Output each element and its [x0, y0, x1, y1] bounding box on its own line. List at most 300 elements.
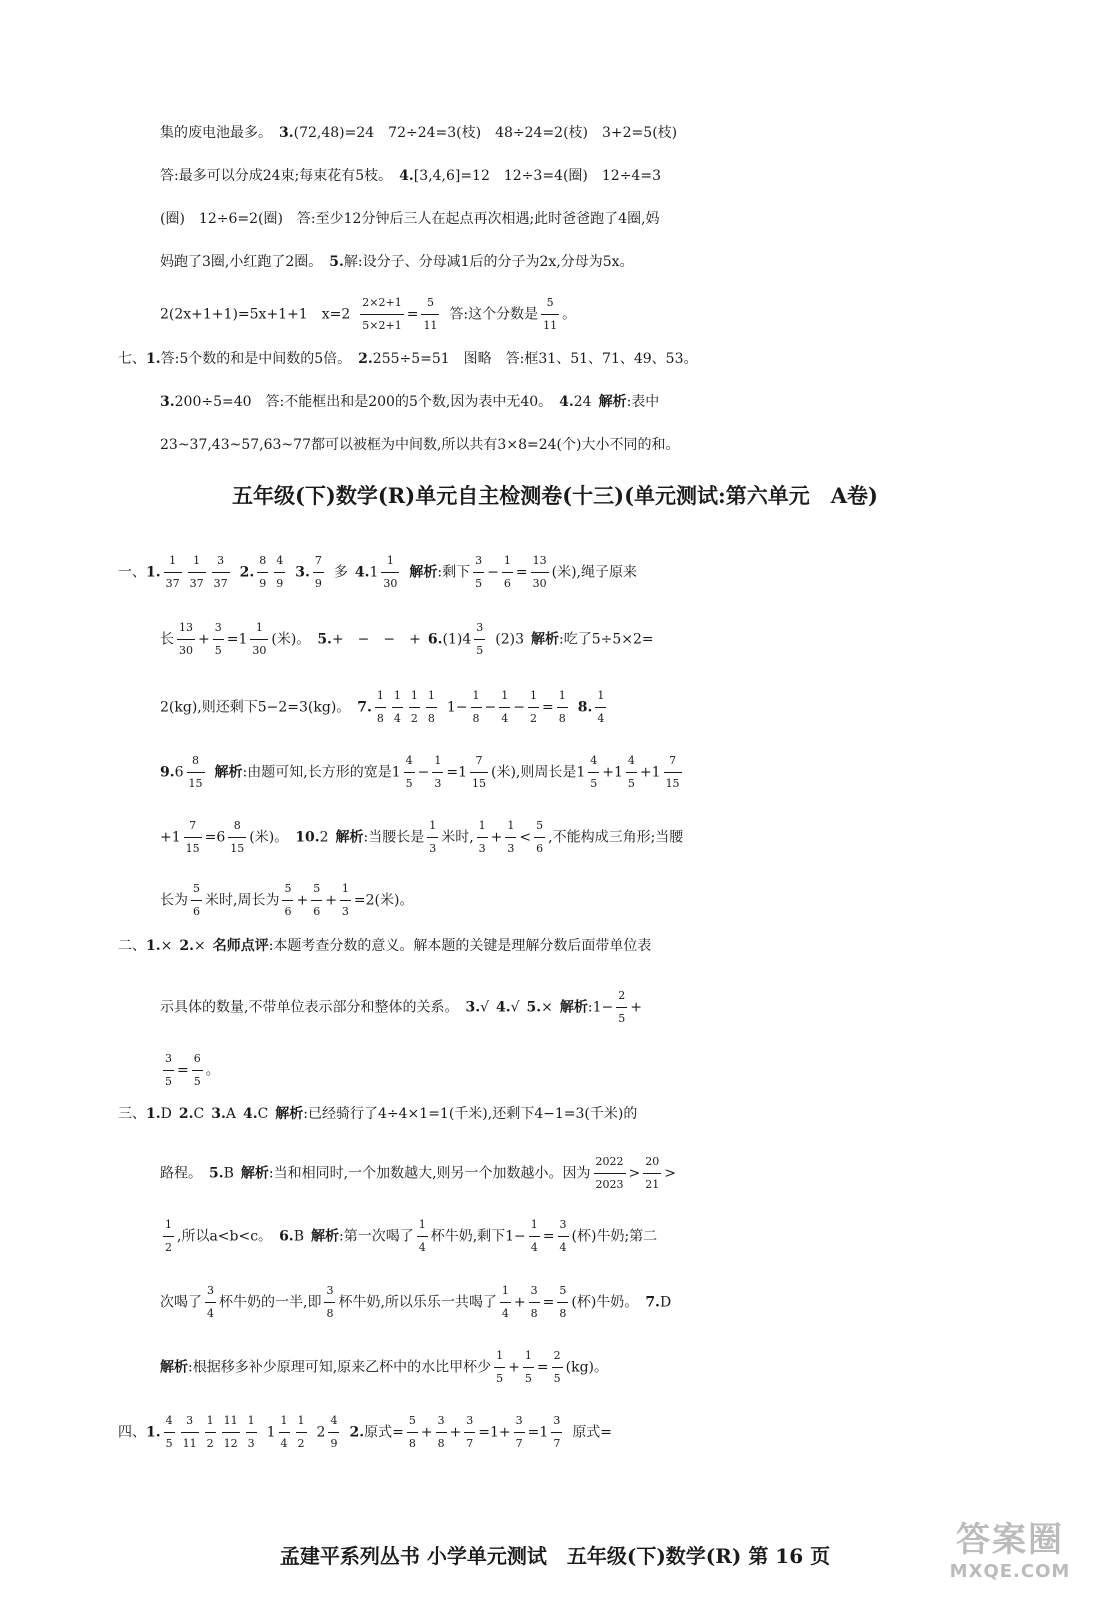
- answer-text: 原式=: [572, 1424, 613, 1441]
- fraction-denominator: 2: [165, 1241, 172, 1254]
- answer-text: B: [293, 1228, 304, 1245]
- item-label: 4.: [559, 394, 574, 410]
- answer-text: (kg)。: [565, 1359, 609, 1376]
- answer-text: +: [198, 631, 210, 648]
- fraction: [205, 1280, 216, 1325]
- item-label: 解析: [160, 1359, 188, 1376]
- answer-text: −: [513, 699, 526, 716]
- answer-text: 一、: [118, 564, 146, 581]
- answer-text: 多: [333, 564, 348, 581]
- answer-text: =: [406, 306, 419, 323]
- fraction-numerator: 1: [409, 685, 420, 708]
- fraction-denominator: 37: [165, 577, 180, 590]
- fraction-numerator: 1: [375, 685, 386, 708]
- fraction-denominator: 3: [429, 842, 437, 855]
- fraction: [523, 1345, 534, 1390]
- fraction-numerator: 3: [558, 1214, 569, 1237]
- answer-text: (杯)牛奶。: [571, 1294, 639, 1311]
- footer-page-prefix: 第: [748, 1544, 769, 1568]
- fraction-denominator: 37: [213, 577, 228, 590]
- fraction-numerator: 1: [188, 550, 206, 573]
- fraction-numerator: 1: [381, 550, 399, 573]
- fraction-numerator: 7: [184, 815, 202, 838]
- text-line: [0, 750, 1110, 795]
- fraction: [164, 550, 182, 595]
- fraction-numerator: 4: [588, 750, 599, 773]
- text-line: [0, 878, 1110, 923]
- item-label: 9.: [160, 764, 175, 781]
- answer-text: A: [225, 1106, 236, 1122]
- fraction: [213, 617, 224, 662]
- answer-text: :表中: [626, 394, 660, 410]
- fraction-numerator: 3: [474, 617, 485, 640]
- fraction-numerator: 5: [421, 292, 439, 315]
- text-line: [0, 1151, 1110, 1196]
- text-line: [0, 550, 1110, 595]
- answer-text: (2)3: [495, 631, 524, 648]
- fraction-numerator: 1: [500, 1280, 511, 1303]
- answer-text: :已经骑行了4÷4×1=1(千米),还剩下4−1=3(千米)的: [303, 1106, 638, 1122]
- fraction-numerator: 1: [296, 1410, 307, 1433]
- fraction: [187, 750, 205, 795]
- answer-text: 1: [369, 564, 379, 581]
- fraction: [529, 1214, 540, 1259]
- item-label: 8.: [577, 699, 593, 716]
- answer-text: +: [449, 1424, 462, 1441]
- fraction: [282, 878, 293, 923]
- fraction-denominator: 8: [326, 1307, 334, 1320]
- fraction-denominator: 5: [553, 1372, 561, 1385]
- answer-text: ×: [193, 938, 206, 954]
- answer-text: + − − +: [331, 631, 421, 648]
- text-line: [0, 386, 1110, 418]
- fraction: [551, 1410, 562, 1455]
- fraction: [192, 1048, 203, 1093]
- fraction-numerator: 7: [470, 750, 488, 773]
- fraction-numerator: 1: [502, 550, 513, 573]
- fraction-denominator: 8: [427, 712, 435, 725]
- fraction: [426, 685, 437, 730]
- fraction-denominator: 3: [341, 905, 349, 918]
- answer-text: 24: [573, 394, 592, 410]
- answer-text: +: [513, 1294, 526, 1311]
- fraction-denominator: 37: [189, 577, 204, 590]
- text-line: [0, 1410, 1110, 1455]
- answer-text: 长: [160, 631, 174, 648]
- answer-text: =: [542, 1294, 555, 1311]
- fraction-numerator: 1: [164, 550, 182, 573]
- answer-text: >: [628, 1165, 641, 1182]
- answer-text: [3,4,6]=12 12÷3=4(圈) 12÷4=3: [413, 168, 661, 184]
- fraction-denominator: 3: [507, 842, 515, 855]
- item-label: 4.: [496, 999, 511, 1016]
- fraction-denominator: 4: [501, 712, 509, 725]
- fraction-denominator: 9: [314, 577, 322, 590]
- answer-text: B: [223, 1165, 234, 1182]
- item-label: 2.: [179, 938, 194, 954]
- fraction-denominator: 7: [515, 1437, 523, 1450]
- answer-text: ×: [541, 999, 553, 1016]
- answer-text: (1)4: [442, 631, 472, 648]
- fraction-denominator: 3: [247, 1437, 255, 1450]
- fraction-denominator: 30: [532, 577, 547, 590]
- answer-text: =1: [527, 1424, 549, 1441]
- answer-text: =1: [446, 764, 467, 781]
- fraction-numerator: 13: [531, 550, 549, 573]
- answer-text: 杯牛奶,所以乐乐一共喝了: [338, 1294, 497, 1311]
- fraction: [228, 815, 246, 860]
- fraction: [311, 878, 322, 923]
- item-label: 3.: [279, 125, 294, 141]
- fraction-denominator: 4: [530, 1241, 538, 1254]
- text-line: [0, 985, 1110, 1030]
- fraction: [163, 1214, 174, 1259]
- section-heading: 五年级(下)数学(R)单元自主检测卷(十三)(单元测试:第六单元 A卷): [232, 483, 878, 508]
- answer-text: 6: [174, 764, 184, 781]
- item-label: 解析: [598, 394, 627, 410]
- fraction: [340, 878, 351, 923]
- item-label: 解析: [335, 829, 364, 846]
- fraction-numerator: 1: [340, 878, 351, 901]
- fraction: [328, 1410, 339, 1455]
- fraction: [432, 750, 443, 795]
- fraction-denominator: 6: [193, 905, 200, 918]
- fraction-numerator: 1: [279, 1410, 290, 1433]
- answer-text: 路程。: [160, 1165, 202, 1182]
- item-label: 解析: [214, 764, 243, 781]
- answer-text: =: [177, 1062, 189, 1079]
- fraction-denominator: 4: [393, 712, 401, 725]
- fraction-denominator: 21: [645, 1178, 660, 1191]
- answer-text: +: [296, 892, 309, 909]
- fraction-denominator: 5: [165, 1437, 173, 1450]
- fraction-denominator: 12: [223, 1437, 238, 1450]
- fraction: [274, 550, 285, 595]
- fraction-numerator: 5: [534, 815, 545, 838]
- fraction-numerator: 5: [541, 292, 559, 315]
- fraction-denominator: 15: [188, 777, 203, 790]
- fraction: [407, 1410, 418, 1455]
- fraction-denominator: 15: [185, 842, 200, 855]
- fraction-numerator: 3: [551, 1410, 562, 1433]
- fraction-denominator: 8: [558, 712, 566, 725]
- text-line: [0, 815, 1110, 860]
- fraction-denominator: 30: [383, 577, 398, 590]
- fraction-numerator: 3: [205, 1280, 216, 1303]
- fraction: [500, 1280, 511, 1325]
- fraction-denominator: 5×2+1: [362, 319, 402, 332]
- answer-text: 七、: [118, 351, 146, 367]
- fraction: [505, 815, 516, 860]
- fraction-numerator: 1: [163, 1214, 174, 1237]
- fraction-numerator: 6: [192, 1048, 203, 1071]
- answer-text: =6: [204, 829, 226, 846]
- footer-page-number: 16: [775, 1544, 804, 1568]
- answer-text: 二、: [118, 938, 146, 954]
- fraction: [471, 685, 482, 730]
- answer-text: :剩下: [437, 564, 471, 581]
- fraction-denominator: 8: [376, 712, 384, 725]
- fraction-denominator: 9: [259, 577, 267, 590]
- text-line: [0, 203, 1110, 235]
- fraction-numerator: 13: [177, 617, 195, 640]
- fraction-numerator: 4: [164, 1410, 175, 1433]
- fraction: [588, 750, 599, 795]
- answer-text: :当腰长是: [363, 829, 425, 846]
- fraction-denominator: 4: [418, 1241, 426, 1254]
- item-label: 解析: [409, 564, 438, 581]
- answer-text: :吃了5÷5×2=: [558, 631, 654, 648]
- text-line: [0, 1280, 1110, 1325]
- fraction-numerator: 1: [494, 1345, 505, 1368]
- answer-text: C: [193, 1106, 205, 1122]
- fraction-numerator: 1: [528, 685, 539, 708]
- answer-text: (米)。: [271, 631, 311, 648]
- fraction: [427, 815, 438, 860]
- footer-page-suffix: 页: [810, 1544, 831, 1568]
- fraction-denominator: 4: [597, 712, 605, 725]
- fraction-denominator: 11: [543, 319, 558, 332]
- item-label: 2.: [358, 351, 373, 367]
- fraction: [558, 1214, 569, 1259]
- answer-text: +1: [160, 829, 181, 846]
- fraction: [643, 1151, 661, 1196]
- item-label: 3.: [160, 394, 175, 410]
- fraction-numerator: 2: [552, 1345, 563, 1368]
- fraction: [557, 1280, 568, 1325]
- answer-text: −: [417, 764, 430, 781]
- fraction: [557, 685, 568, 730]
- fraction-numerator: 3: [213, 617, 224, 640]
- item-label: 解析: [310, 1228, 339, 1245]
- fraction-denominator: 9: [276, 577, 284, 590]
- item-label: 1.: [146, 564, 161, 581]
- answer-text: +: [490, 829, 503, 846]
- answer-text: 四、: [118, 1424, 146, 1441]
- answer-text: 杯牛奶,剩下1−: [430, 1228, 526, 1245]
- fraction-denominator: 15: [665, 777, 680, 790]
- item-label: 解析: [275, 1106, 304, 1122]
- fraction-denominator: 6: [284, 905, 292, 918]
- answer-text: 答:最多可以分成24束;每束花有5枝。: [160, 168, 393, 184]
- fraction: [595, 685, 606, 730]
- item-label: 2.: [349, 1424, 365, 1441]
- fraction-numerator: 7: [664, 750, 682, 773]
- answer-text: 2: [319, 829, 329, 846]
- fraction: [392, 685, 403, 730]
- fraction-numerator: 1: [529, 1214, 540, 1237]
- answer-text: (米),绳子原来: [551, 564, 637, 581]
- fraction-numerator: 3: [324, 1280, 335, 1303]
- item-label: 6.: [279, 1228, 294, 1245]
- fraction-numerator: 5: [282, 878, 293, 901]
- answer-text: 200÷5=40 答:不能框出和是200的5个数,因为表中无40。: [174, 394, 553, 410]
- answer-text: (圈) 12÷6=2(圈) 答:至少12分钟后三人在起点再次相遇;此时爸爸跑了4圈,妈: [160, 211, 660, 227]
- fraction-numerator: 5: [407, 1410, 418, 1433]
- fraction: [324, 1280, 335, 1325]
- answer-text: 2: [316, 1424, 326, 1441]
- fraction-numerator: 3: [529, 1280, 540, 1303]
- fraction-denominator: 8: [472, 712, 480, 725]
- fraction: [381, 550, 399, 595]
- answer-text: (米),则周长是1: [491, 764, 586, 781]
- fraction-numerator: 7: [313, 550, 324, 573]
- answer-text: +1: [602, 764, 623, 781]
- fraction-numerator: 1: [417, 1214, 428, 1237]
- fraction-numerator: 1: [471, 685, 482, 708]
- fraction: [470, 750, 488, 795]
- text-line: [0, 1048, 1110, 1093]
- fraction: [552, 1345, 563, 1390]
- fraction-numerator: 1: [426, 685, 437, 708]
- fraction-denominator: 3: [434, 777, 442, 790]
- item-label: 4.: [354, 564, 370, 581]
- fraction-denominator: 5: [496, 1372, 504, 1385]
- fraction-numerator: 1: [505, 815, 516, 838]
- item-label: 3.: [465, 999, 481, 1016]
- item-label: 解析: [559, 999, 588, 1016]
- watermark-url: MXQE.COM: [949, 1561, 1071, 1582]
- answer-text: 。: [562, 306, 577, 323]
- fraction-denominator: 7: [466, 1437, 474, 1450]
- fraction: [474, 617, 485, 662]
- item-label: 7.: [357, 699, 372, 716]
- text-line: [0, 429, 1110, 461]
- text-line: [0, 617, 1110, 662]
- answer-text: 。: [205, 1062, 220, 1079]
- fraction-denominator: 11: [423, 319, 438, 332]
- answer-text: :第一次喝了: [338, 1228, 414, 1245]
- fraction: [534, 815, 545, 860]
- fraction: [436, 1410, 447, 1455]
- answer-text: +1: [639, 764, 661, 781]
- answer-text: 米时,周长为: [205, 892, 280, 909]
- fraction-denominator: 6: [536, 842, 544, 855]
- answer-text: ,所以a<b<c。: [177, 1228, 273, 1245]
- fraction-denominator: 8: [437, 1437, 445, 1450]
- fraction-denominator: 5: [165, 1075, 172, 1088]
- answer-text: √: [510, 999, 520, 1016]
- fraction: [188, 550, 206, 595]
- answer-text: (杯)牛奶;第二: [571, 1228, 658, 1245]
- item-label: 3.: [295, 564, 310, 581]
- fraction: [477, 815, 488, 860]
- fraction: [626, 750, 637, 795]
- fraction-denominator: 4: [280, 1437, 288, 1450]
- fraction: [473, 550, 484, 595]
- answer-text: 原式=: [364, 1424, 404, 1441]
- fraction: [279, 1410, 290, 1455]
- answer-text: +: [420, 1424, 433, 1441]
- text-line: [0, 930, 1110, 962]
- answer-text: (米)。: [249, 829, 289, 846]
- item-label: 4.: [399, 168, 414, 184]
- text-line: [0, 160, 1110, 192]
- fraction-denominator: 30: [252, 644, 267, 657]
- fraction-numerator: 2×2+1: [360, 292, 403, 315]
- item-label: 4.: [242, 1106, 258, 1122]
- item-label: 2.: [178, 1106, 194, 1122]
- fraction: [296, 1410, 307, 1455]
- answer-text: 255÷5=51 图略 答:框31、51、71、49、53。: [372, 351, 698, 367]
- fraction: [205, 1410, 216, 1455]
- fraction-numerator: 1: [432, 750, 443, 773]
- fraction-numerator: 1: [557, 685, 568, 708]
- fraction-numerator: 1: [595, 685, 606, 708]
- fraction: [360, 292, 403, 337]
- answer-text: ,不能构成三角形;当腰: [548, 829, 684, 846]
- text-line: [0, 343, 1110, 375]
- fraction: [494, 1345, 505, 1390]
- fraction-numerator: 5: [557, 1280, 568, 1303]
- answer-text: √: [480, 999, 489, 1016]
- answer-text: =: [536, 1359, 549, 1376]
- answer-text: 1: [266, 1424, 276, 1441]
- answer-text: :当和相同时,一个加数越大,则另一个加数越小。因为: [268, 1165, 591, 1182]
- fraction-denominator: 2: [206, 1437, 214, 1450]
- fraction-denominator: 5: [475, 577, 483, 590]
- fraction-numerator: 8: [187, 750, 205, 773]
- answer-text: 妈跑了3圈,小红跑了2圈。: [160, 254, 323, 270]
- item-label: 1.: [146, 351, 161, 367]
- fraction-denominator: 3: [478, 842, 486, 855]
- fraction: [409, 685, 420, 730]
- fraction: [417, 1214, 428, 1259]
- fraction-numerator: 1: [392, 685, 403, 708]
- item-label: 5.: [329, 254, 344, 270]
- answer-text: 答:这个分数是: [449, 306, 539, 323]
- fraction-numerator: 1: [523, 1345, 534, 1368]
- answer-text: C: [257, 1106, 269, 1122]
- fraction-denominator: 8: [559, 1307, 567, 1320]
- fraction-denominator: 6: [503, 577, 511, 590]
- fraction: [184, 815, 202, 860]
- fraction: [191, 878, 202, 923]
- fraction: [616, 985, 627, 1030]
- fraction-numerator: 20: [643, 1151, 661, 1174]
- fraction-numerator: 4: [328, 1410, 339, 1433]
- fraction-denominator: 4: [559, 1241, 567, 1254]
- fraction-denominator: 8: [530, 1307, 538, 1320]
- item-label: 5.: [209, 1165, 224, 1182]
- fraction: [464, 1410, 475, 1455]
- fraction-numerator: 3: [436, 1410, 447, 1433]
- answer-text: =: [542, 699, 554, 716]
- fraction-denominator: 9: [330, 1437, 338, 1450]
- fraction-denominator: 5: [476, 644, 484, 657]
- answer-text: :本题考查分数的意义。解本题的关键是理解分数后面带单位表: [268, 938, 652, 954]
- item-label: 6.: [427, 631, 443, 648]
- fraction-denominator: 8: [408, 1437, 416, 1450]
- fraction-denominator: 11: [182, 1437, 197, 1450]
- fraction: [163, 1048, 174, 1093]
- answer-text: <: [519, 829, 532, 846]
- fraction: [313, 550, 324, 595]
- item-label: 10.: [295, 829, 320, 846]
- fraction-numerator: 11: [222, 1410, 240, 1433]
- answer-text: 答:5个数的和是中间数的5倍。: [160, 351, 352, 367]
- answer-text: 集的废电池最多。: [160, 125, 272, 141]
- answer-text: 杯牛奶的一半,即: [219, 1294, 322, 1311]
- fraction: [502, 550, 513, 595]
- fraction: [164, 1410, 175, 1455]
- answer-text: −: [487, 564, 499, 581]
- fraction-numerator: 1: [499, 685, 510, 708]
- fraction-numerator: 4: [626, 750, 637, 773]
- answer-text: :1−: [587, 999, 614, 1016]
- fraction: [246, 1410, 257, 1455]
- fraction-denominator: 7: [553, 1437, 561, 1450]
